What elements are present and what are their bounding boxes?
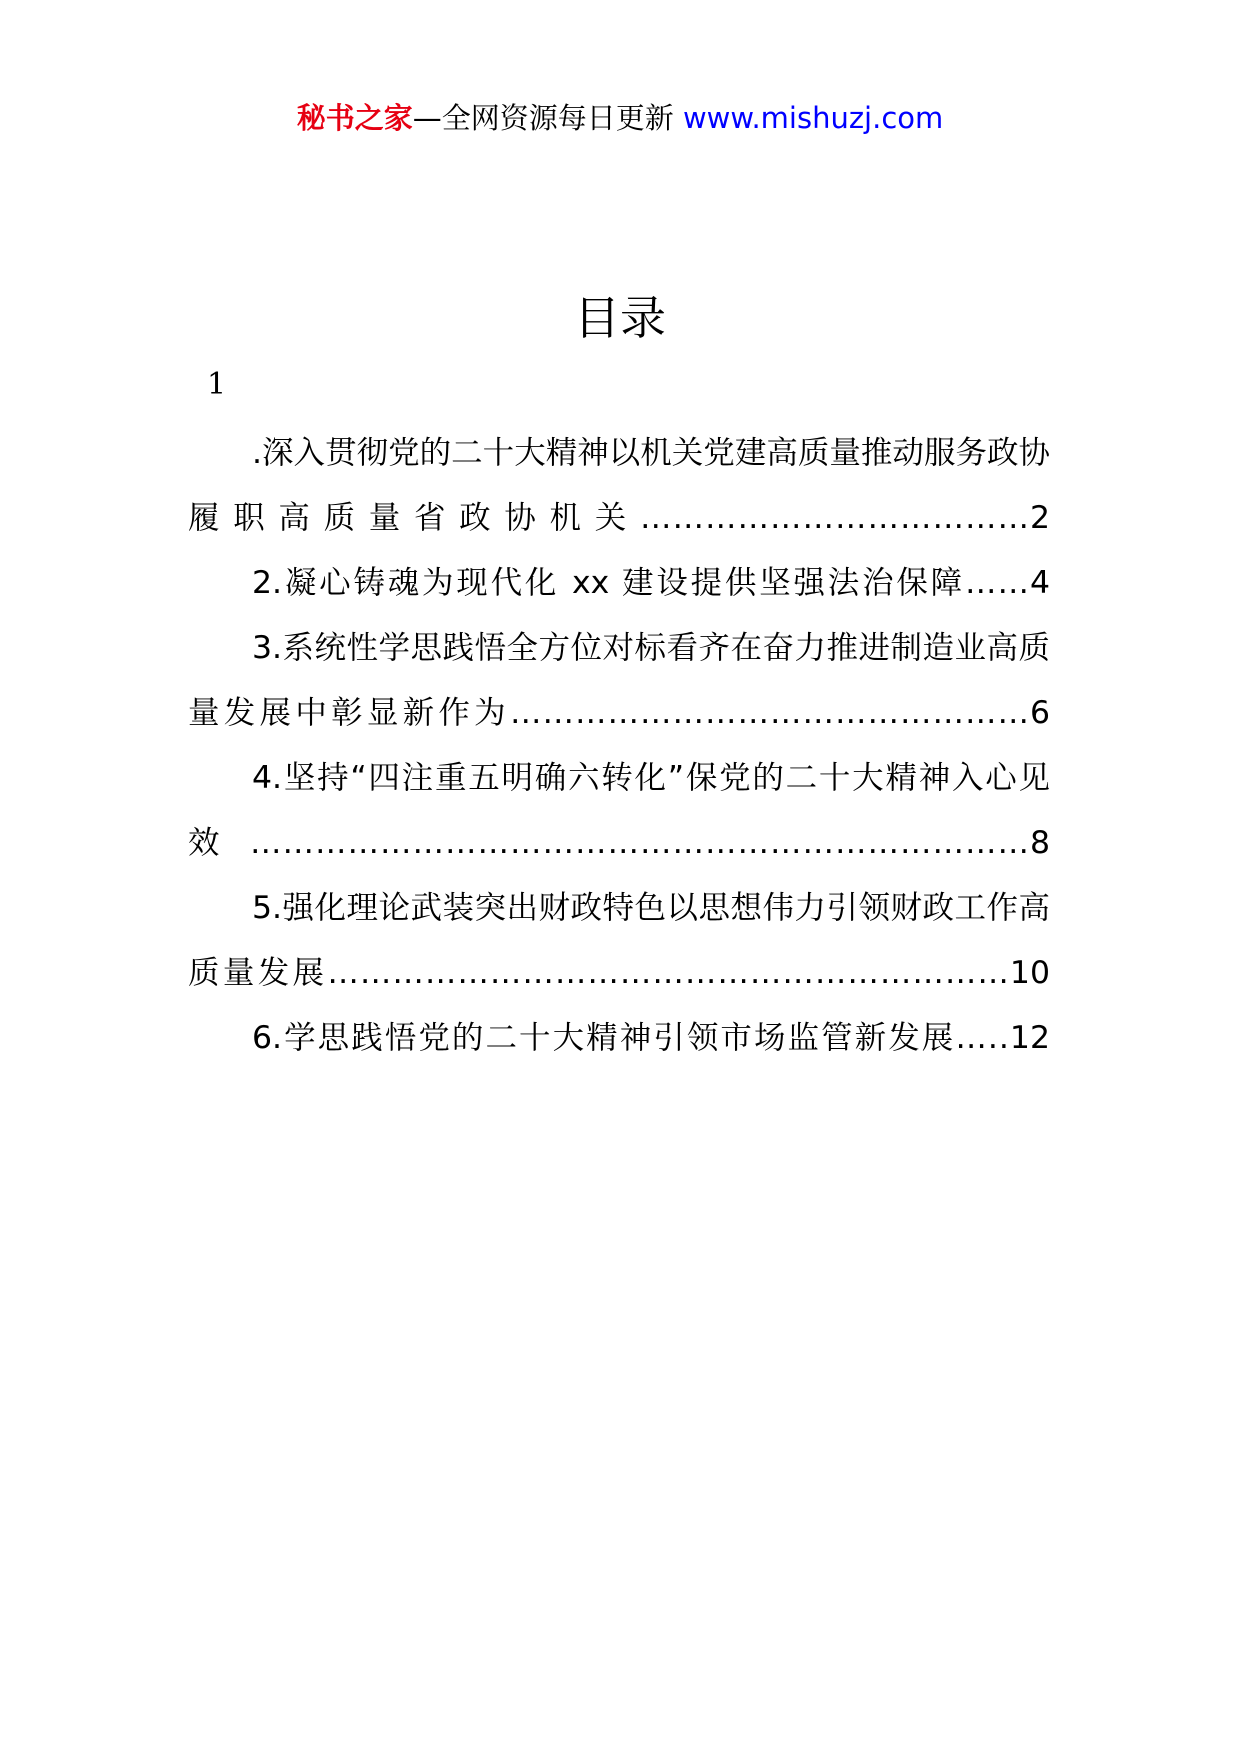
toc-entry-title: 2.凝心铸魂为现代化 xx 建设提供坚强法治保障 bbox=[252, 565, 965, 601]
toc-entry-page: 8 bbox=[1029, 825, 1050, 861]
toc-leader-dots: ……………………………………………………………… bbox=[249, 825, 1030, 861]
toc-leader-dots: ………………………………………… bbox=[509, 695, 1030, 731]
toc-entry[interactable] bbox=[188, 746, 1050, 876]
toc-entry-page: 4 bbox=[1029, 565, 1050, 601]
page-title: 目录 bbox=[574, 291, 666, 345]
site-header bbox=[0, 98, 1240, 138]
toc-entry-title: 4.坚持“四注重五明确六转化”保党的二十大精神入心见效 bbox=[188, 760, 1050, 861]
brand-name: 秘书之家 bbox=[296, 101, 413, 135]
toc-entry[interactable] bbox=[188, 1006, 1050, 1071]
toc-entry[interactable] bbox=[188, 616, 1050, 746]
toc-entry[interactable] bbox=[188, 876, 1050, 1006]
table-of-contents bbox=[188, 421, 1050, 1071]
toc-entry-title: 5.强化理论武装突出财政特色以思想伟力引领财政工作高质量发展 bbox=[188, 890, 1050, 991]
toc-leader-dots: ……………………………………………………… bbox=[327, 955, 1010, 991]
site-url-link[interactable]: www.mishuzj.com bbox=[682, 101, 944, 135]
site-tagline: —全网资源每日更新 bbox=[412, 101, 674, 135]
toc-entry-title: .深入贯彻党的二十大精神以机关党建高质量推动服务政协履职高质量省政协机关 bbox=[188, 435, 1050, 536]
toc-entry-page: 2 bbox=[1029, 500, 1050, 536]
page-number-marker: 1 bbox=[207, 367, 227, 402]
toc-entry-title: 3.系统性学思践悟全方位对标看齐在奋力推进制造业高质量发展中彰显新作为 bbox=[188, 630, 1050, 731]
toc-entry-page: 6 bbox=[1029, 695, 1050, 731]
toc-entry[interactable] bbox=[188, 551, 1050, 616]
toc-leader-dots: ….. bbox=[955, 1020, 1010, 1056]
toc-leader-dots: ……………………………… bbox=[639, 500, 1030, 536]
toc-entry-page: 12 bbox=[1009, 1020, 1050, 1056]
toc-leader-dots: …… bbox=[964, 565, 1030, 601]
toc-entry-title: 6.学思践悟党的二十大精神引领市场监管新发展 bbox=[252, 1020, 956, 1056]
toc-entry-page: 10 bbox=[1009, 955, 1050, 991]
toc-entry[interactable] bbox=[188, 421, 1050, 551]
